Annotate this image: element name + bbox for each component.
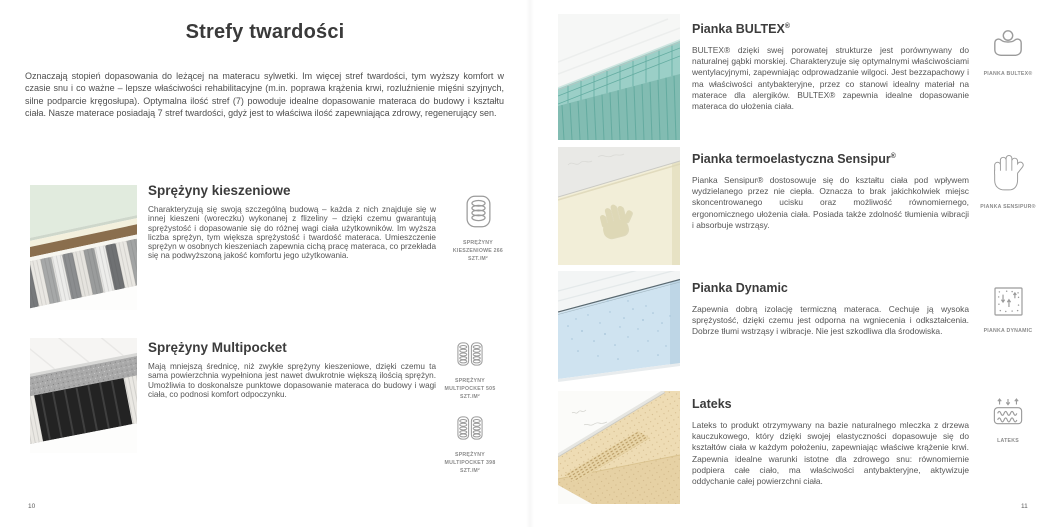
multipocket-springs-image xyxy=(30,338,137,453)
badge-bultex xyxy=(980,28,1036,78)
section-pocket-springs xyxy=(148,183,436,261)
badge-dynamic xyxy=(980,286,1036,335)
spring-icon xyxy=(465,194,492,234)
multipocket-icon xyxy=(456,415,484,446)
section-body: Pianka Sensipur® dostosowuje się do kształtu ciała pod wpływem wydzielanego przez nie ciepła. Oznacza to brak jakichkolwiek miejsc skoncentrowanego ucisku oraz możliwość równomiernego, ergonomicznego ułożenia ciała. Posiada także zdolność tłumienia wibracji i absorbuje wstrząsy. xyxy=(692,175,969,230)
section-body: Mają mniejszą średnicę, niż zwykłe sprężyny kieszeniowe, dzięki czemu ta sama powierzchnia wypełniona jest nawet dwukrotnie większą ilością sprężyn. Umożliwia to doskonalsze punktowe dopasowanie materaca do budowy i wagi ciała, co podnosi komfort odpoczynku. xyxy=(148,362,436,399)
latex-waves-icon xyxy=(991,396,1025,432)
section-heading: Pianka BULTEX® xyxy=(692,22,790,36)
badges-multipocket xyxy=(434,341,506,475)
sensipur-foam-image xyxy=(558,147,680,265)
section-multipocket xyxy=(148,340,436,399)
registered-mark: ® xyxy=(890,152,896,160)
badge-label: SPRĘŻYNY MULTIPOCKET 505 SZT./M² xyxy=(444,378,496,401)
section-bultex xyxy=(692,22,969,112)
badge-label: PIANKA SENSIPUR® xyxy=(980,204,1036,210)
badge-label: PIANKA BULTEX® xyxy=(983,71,1033,77)
badge-multipocket-398 xyxy=(435,415,505,475)
section-dynamic xyxy=(692,281,969,338)
pocket-springs-image xyxy=(30,185,137,310)
page-number-left: 10 xyxy=(28,503,36,510)
section-body: BULTEX® dzięki swej porowatej strukturze jest porównywany do naturalnej gąbki morskiej. Charakteryzuje się optymalnymi właściwościami wentylacyjnymi, zapewniając odprowadzanie wilgoci. Jest bezzapachowy i ma właściwości antybakteryjne, przez co stanowi idealny materiał na materace dla alergików. BULTEX® zapewnia idealne dopasowanie materaca do ułożenia ciała. xyxy=(692,45,969,112)
spread-gutter xyxy=(526,0,534,527)
badge-pocket-springs xyxy=(442,194,514,263)
badge-label: SPRĘŻYNY MULTIPOCKET 398 SZT./M² xyxy=(444,452,496,475)
section-body: Lateks to produkt otrzymywany na bazie naturalnego mleczka z drzewa kauczukowego, który dzięki swojej elastyczności dopasowuje się do kształtów ciała w każdym położeniu, zapewniając właściwe krążenie krwi. Zapewnia idealne warunki istotne dla zdrowego snu: równomiernie podpiera całe ciało, ma właściwości antybakteryjne, aktywizuje oddychanie całej powierzchni ciała. xyxy=(692,420,969,487)
section-sensipur xyxy=(692,152,969,231)
page-title: Strefy twardości xyxy=(185,21,345,43)
section-body: Zapewnia dobrą izolację termiczną materaca. Cechuje ją wysoka sprężystość, dzięki czemu jest odporna na wgniecenia i odkształcenia. Dobrze tłumi wstrząsy i wibracje. Nie jest szkodliwa dla środowiska. xyxy=(692,304,969,337)
badge-label: SPRĘŻYNY KIESZENIOWE 266 SZT./M² xyxy=(452,240,504,263)
section-lateks xyxy=(692,397,969,487)
section-heading: Sprężyny Multipocket xyxy=(148,340,287,355)
sponge-icon xyxy=(990,28,1026,65)
badge-label: LATEKS xyxy=(997,438,1019,444)
multipocket-icon xyxy=(456,341,484,372)
badge-multipocket-505 xyxy=(435,341,505,401)
page-number-right: 11 xyxy=(1021,503,1028,510)
registered-mark: ® xyxy=(784,22,790,30)
section-heading: Sprężyny kieszeniowe xyxy=(148,183,291,198)
hand-icon xyxy=(991,152,1025,198)
latex-image xyxy=(558,391,680,504)
badge-lateks xyxy=(980,396,1036,445)
badge-label: PIANKA DYNAMIC xyxy=(983,328,1033,334)
intro-paragraph: Oznaczają stopień dopasowania do leżącej na materacu sylwetki. Im więcej stref twardości, tym wyższy komfort w czasie snu i co ważne – lepsze właściwości rehabilitacyjne (m.in. poprawa krążenia krwi, rozluźnienie mięśni szyjnych, silne podparcie kręgosłupa). Optymalna ilość stref (7) powoduje idealne dopasowanie materaca do budowy i kształtu ciała. Nasze materace posiadają 7 stref twardości, gdyż jest to właściwa ilość zapewniająca zdrowy, regenerujący sen. xyxy=(25,71,504,119)
dynamic-foam-image xyxy=(558,271,680,384)
section-heading: Pianka termoelastyczna Sensipur® xyxy=(692,152,896,166)
section-heading: Lateks xyxy=(692,397,732,411)
foam-particles-icon xyxy=(993,286,1024,322)
section-heading: Pianka Dynamic xyxy=(692,281,788,295)
bultex-foam-image xyxy=(558,14,680,140)
badge-sensipur xyxy=(980,152,1036,211)
section-body: Charakteryzują się swoją szczególną budową – każda z nich znajduje się w innej kieszeni (woreczku) wykonanej z flizeliny – dzięki czemu gwarantują sprężystość i dopasowanie się do różnej wagi ciała użytkowników. Im wyższa liczba sprężyn, tym większa sprężystość i twardość materaca. Umieszczenie sprężyn w osobnych kieszeniach zapewnia cichą pracę materaca, co przekłada się na podwyższoną jakość komfortu jego użytkowania. xyxy=(148,205,436,261)
